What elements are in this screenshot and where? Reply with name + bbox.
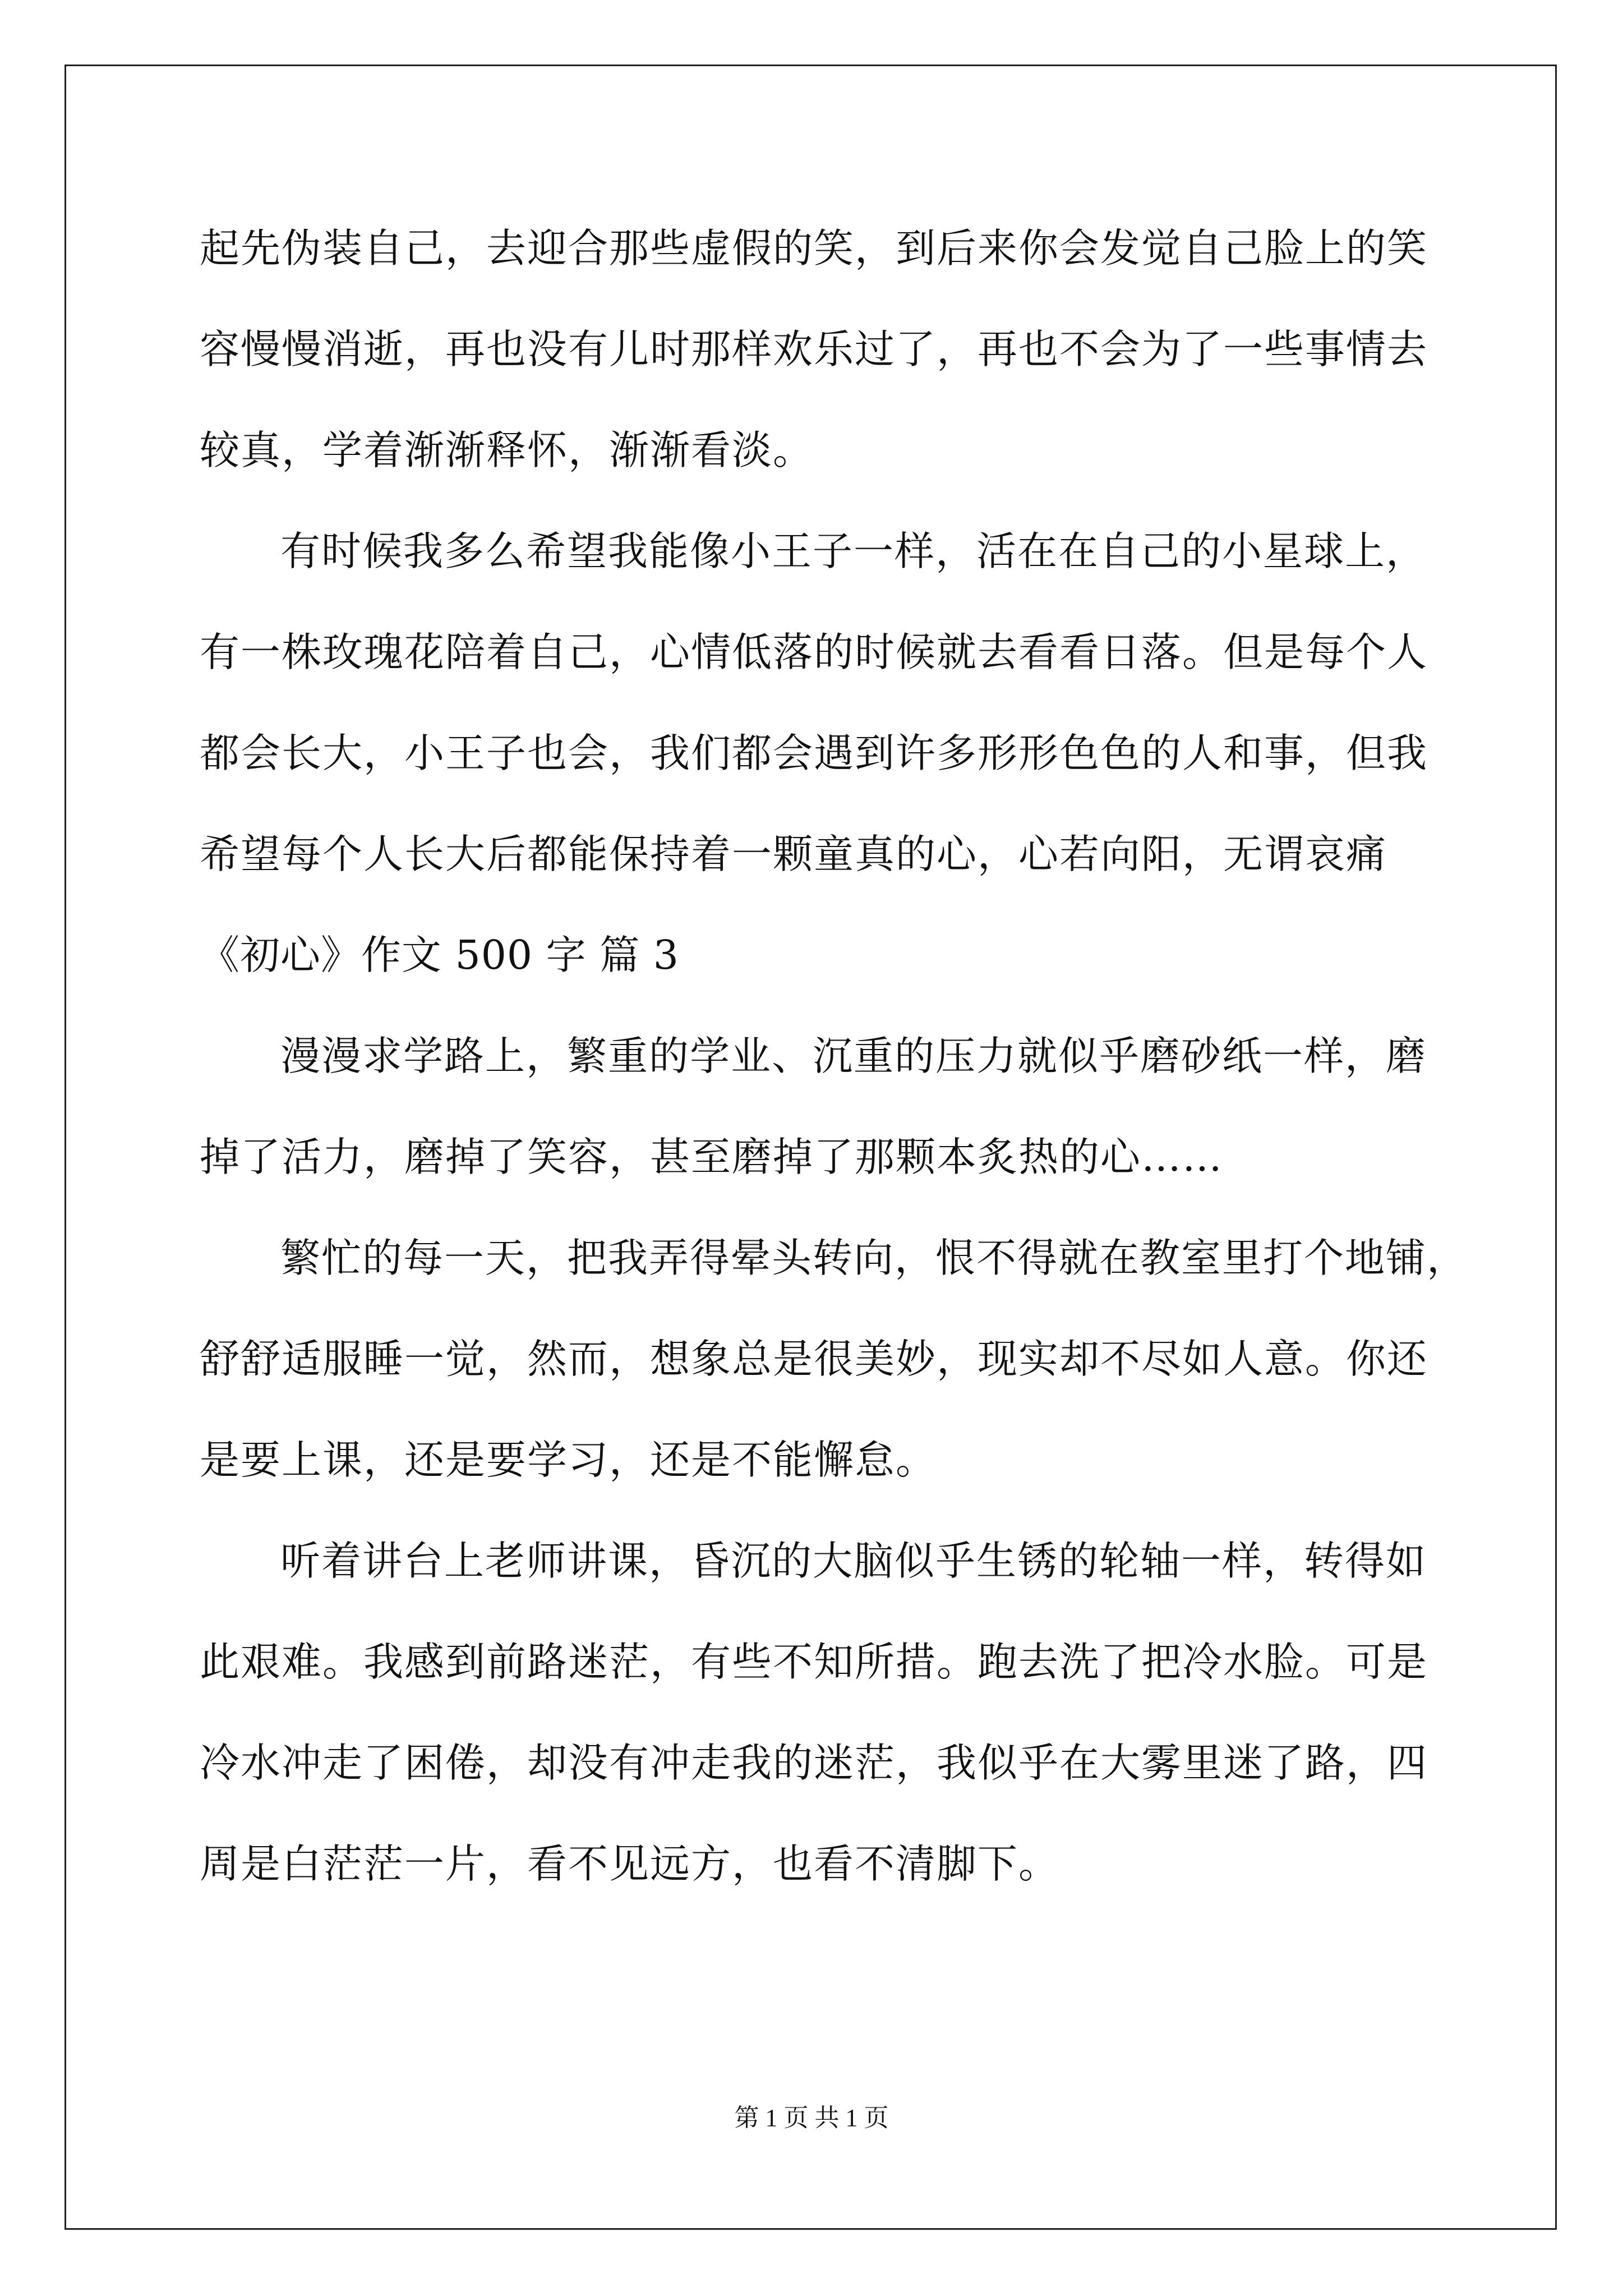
paragraph-line: 漫漫求学路上，繁重的学业、沉重的压力就似乎磨砂纸一样，磨 [280,1033,1427,1079]
paragraph-line: 较真，学着渐渐释怀，渐渐看淡。 [200,427,814,473]
paragraph-line: 是要上课，还是要学习，还是不能懈怠。 [200,1437,937,1483]
paragraph-line: 都会长大，小王子也会，我们都会遇到许多形形色色的人和事，但我 [200,730,1428,776]
paragraph-line: 周是白茫茫一片，看不见远方，也看不清脚下。 [200,1841,1060,1887]
paragraph-line: 此艰难。我感到前路迷茫，有些不知所措。跑去洗了把冷水脸。可是 [200,1639,1428,1685]
paragraph-line: 听着讲台上老师讲课，昏沉的大脑似乎生锈的轮轴一样，转得如 [280,1538,1427,1584]
paragraph-line: 掉了活力，磨掉了笑容，甚至磨掉了那颗本炙热的心…… [200,1134,1224,1180]
paragraph-line: 希望每个人长大后都能保持着一颗童真的心，心若向阳，无谓哀痛 [200,831,1387,877]
section-heading: 《初心》作文 500 字 篇 3 [200,932,679,978]
paragraph-line: 繁忙的每一天，把我弄得晕头转向，恨不得就在教室里打个地铺， [280,1235,1468,1281]
paragraph-line: 冷水冲走了困倦，却没有冲走我的迷茫，我似乎在大雾里迷了路，四 [200,1740,1428,1786]
paragraph-line: 有时候我多么希望我能像小王子一样，活在在自己的小星球上， [280,528,1427,574]
paragraph-line: 舒舒适服睡一觉，然而，想象总是很美妙，现实却不尽如人意。你还 [200,1336,1428,1382]
paragraph-line: 有一株玫瑰花陪着自己，心情低落的时候就去看看日落。但是每个人 [200,629,1428,675]
paragraph-line: 容慢慢消逝，再也没有儿时那样欢乐过了，再也不会为了一些事情去 [200,326,1428,372]
page-footer: 第 1 页 共 1 页 [734,2104,889,2132]
paragraph-line: 起先伪装自己，去迎合那些虚假的笑，到后来你会发觉自己脸上的笑 [200,225,1428,272]
